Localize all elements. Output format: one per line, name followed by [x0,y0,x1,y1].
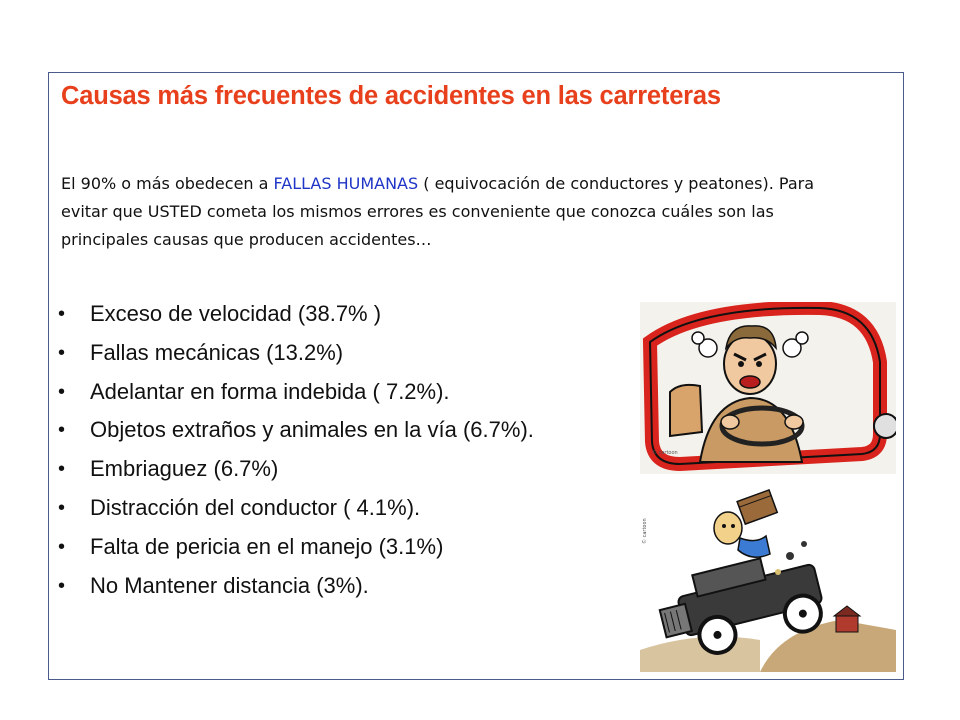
list-item-text: Adelantar en forma indebida ( 7.2%). [90,378,450,404]
list-item [58,450,534,489]
bullet-icon: • [58,574,66,597]
angry-driver-illustration [640,302,896,474]
intro-paragraph [61,170,861,254]
list-item-text: Distracción del conductor ( 4.1%). [90,494,421,520]
bullet-icon: • [58,341,66,364]
slide-title: Causas más frecuentes de accidentes en las carreteras [61,82,721,110]
bullet-icon: • [58,458,66,481]
list-item [58,489,534,528]
list-item [58,567,534,606]
bullet-icon: • [58,535,66,558]
list-item [58,295,534,334]
list-item-text: No Mantener distancia (3%). [90,572,369,598]
bullet-icon: • [58,496,66,519]
list-item [58,528,534,567]
list-item-text: Falta de pericia en el manejo (3.1%) [90,533,444,559]
intro-text-end: ( equivocación de conductores y peatones). Para evitar que USTED cometa los mismos errores es conveniente que conozca cuáles son las principales causas que producen accidentes… [61,174,815,249]
bullet-icon: • [58,419,66,442]
bullet-icon: • [58,380,66,403]
list-item [58,373,534,412]
list-item [58,334,534,373]
list-item-text: Embriaguez (6.7%) [90,456,279,482]
bullet-icon: • [58,303,66,325]
list-item-text: Exceso de velocidad (38.7% ) [90,301,382,326]
list-item [58,411,534,450]
causes-list [58,295,534,605]
svg-text:© cartoon: © cartoon [642,518,648,544]
intro-text-start: El 90% o más obedecen a [61,174,274,193]
list-item-text: Fallas mecánicas (13.2%) [90,339,344,365]
car-crash-illustration [640,480,896,672]
car-crash-image [640,480,896,672]
list-item-text: Objetos extraños y animales en la vía (6.7%). [90,417,534,443]
svg-text:© cartoon: © cartoon [652,450,678,456]
intro-highlight: FALLAS HUMANAS [273,174,419,193]
angry-driver-image [640,302,896,474]
